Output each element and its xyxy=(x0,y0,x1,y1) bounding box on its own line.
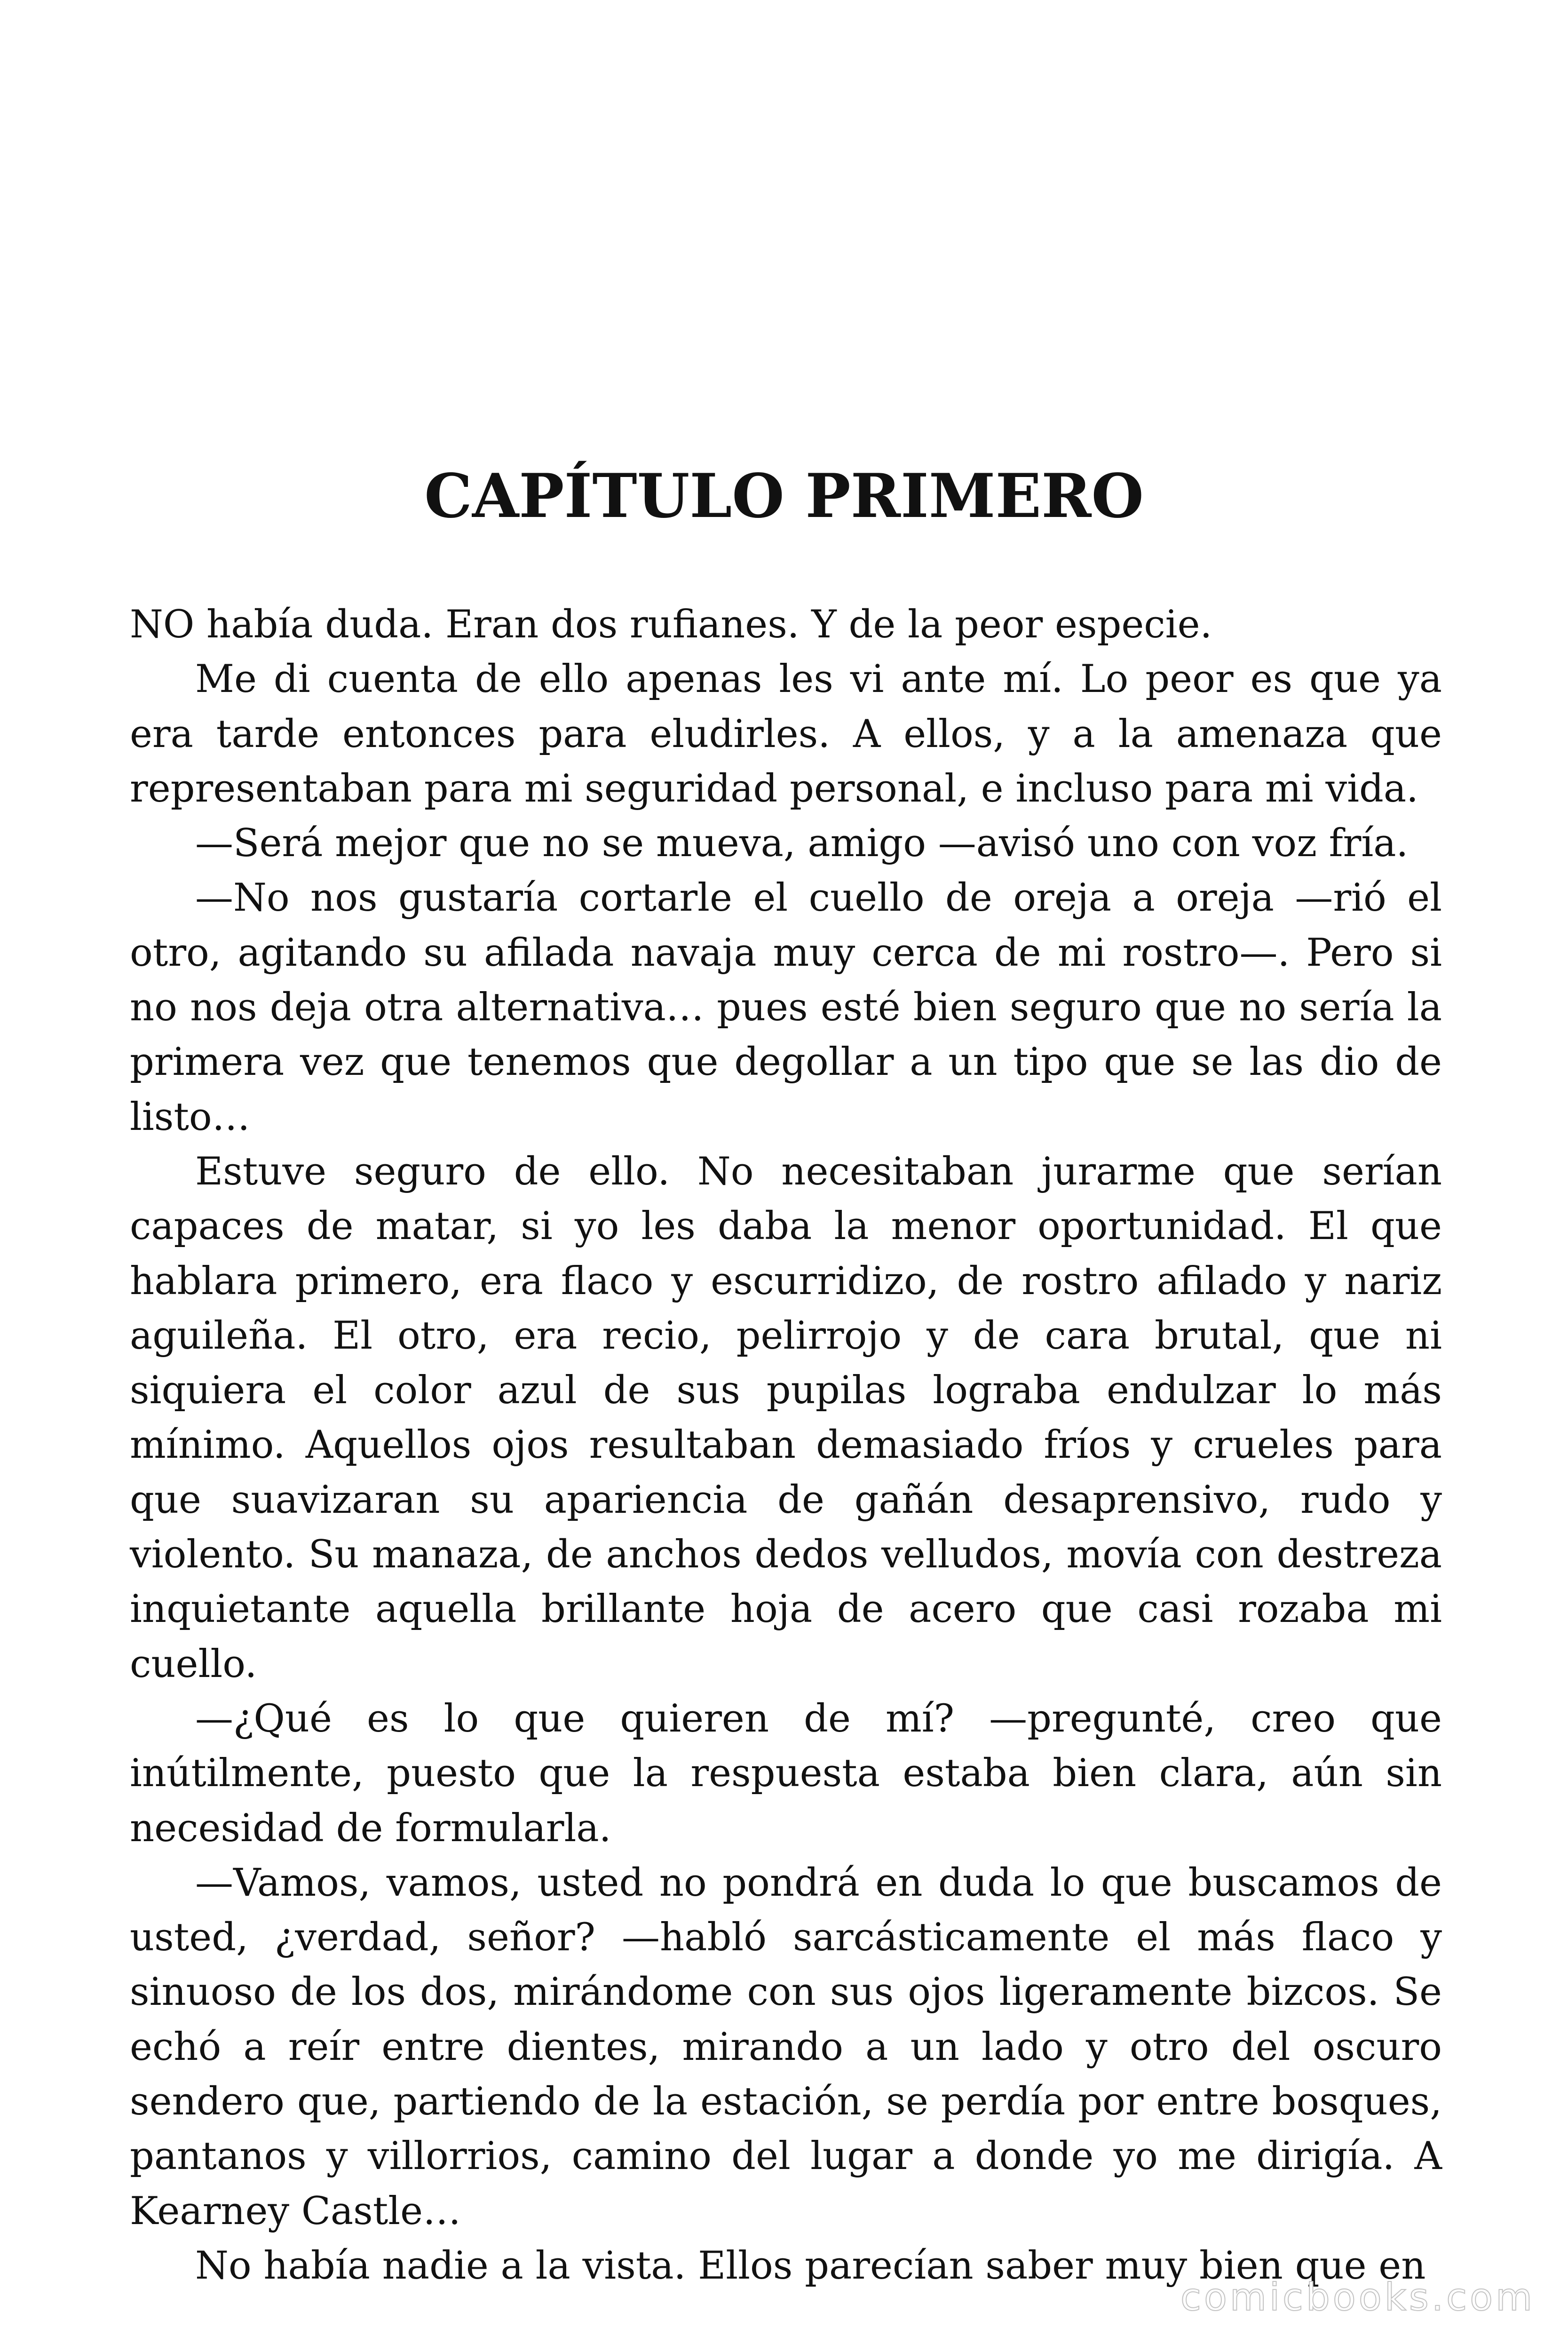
paragraph: —No nos gustaría cortarle el cuello de oreja a oreja —rió el otro, agitando su afilada navaja muy cerca de mi rostro—. Pero si no nos deja otra alternativa… pues esté bien seguro que no sería la primera vez que tenemos que degollar a un tipo que se las dio de listo… xyxy=(130,876,1442,1139)
watermark: comicbooks.com xyxy=(1180,2275,1535,2319)
paragraph: NO había duda. Eran dos rufianes. Y de la peor especie. xyxy=(130,603,1212,647)
paragraph: —Vamos, vamos, usted no pondrá en duda lo que buscamos de usted, ¿verdad, señor? —habló sarcásticamente el más flaco y sinuoso de los dos, mirándome con sus ojos ligeramente bizcos. Se echó a reír entre dientes, mirando a un lado y otro del oscuro sendero que, partiendo de la estación, se perdía por entre bosques, pantanos y villorrios, camino del lugar a donde yo me dirigía. A Kearney Castle… xyxy=(130,1860,1442,2233)
paragraph: —Será mejor que no se mueva, amigo —avisó uno con voz fría. xyxy=(195,821,1409,866)
paragraph: No había nadie a la vista. Ellos parecían saber muy bien que en xyxy=(195,2243,1426,2288)
paragraph: —¿Qué es lo que quieren de mí? —pregunté, creo que inútilmente, puesto que la respuesta estaba bien clara, aún sin necesidad de formularla. xyxy=(130,1696,1442,1851)
chapter-title: CAPÍTULO PRIMERO xyxy=(424,461,1144,532)
paragraph: Me di cuenta de ello apenas les vi ante mí. Lo peor es que ya era tarde entonces para eludirles. A ellos, y a la amenaza que representaban para mi seguridad personal, e incluso para mi vida. xyxy=(130,657,1442,811)
paragraph: Estuve seguro de ello. No necesitaban jurarme que serían capaces de matar, si yo les daba la menor oportunidad. El que hablara primero, era flaco y escurridizo, de rostro afilado y nariz aguileña. El otro, era recio, pelirrojo y de cara brutal, que ni siquiera el color azul de sus pupilas lograba endulzar lo más mínimo. Aquellos ojos resultaban demasiado fríos y crueles para que suavizaran su apariencia de gañán desaprensivo, rudo y violento. Su manaza, de anchos dedos velludos, movía con destreza inquietante aquella brillante hoja de acero que casi rozaba mi cuello. xyxy=(130,1149,1442,1686)
chapter-body xyxy=(130,597,1442,2293)
